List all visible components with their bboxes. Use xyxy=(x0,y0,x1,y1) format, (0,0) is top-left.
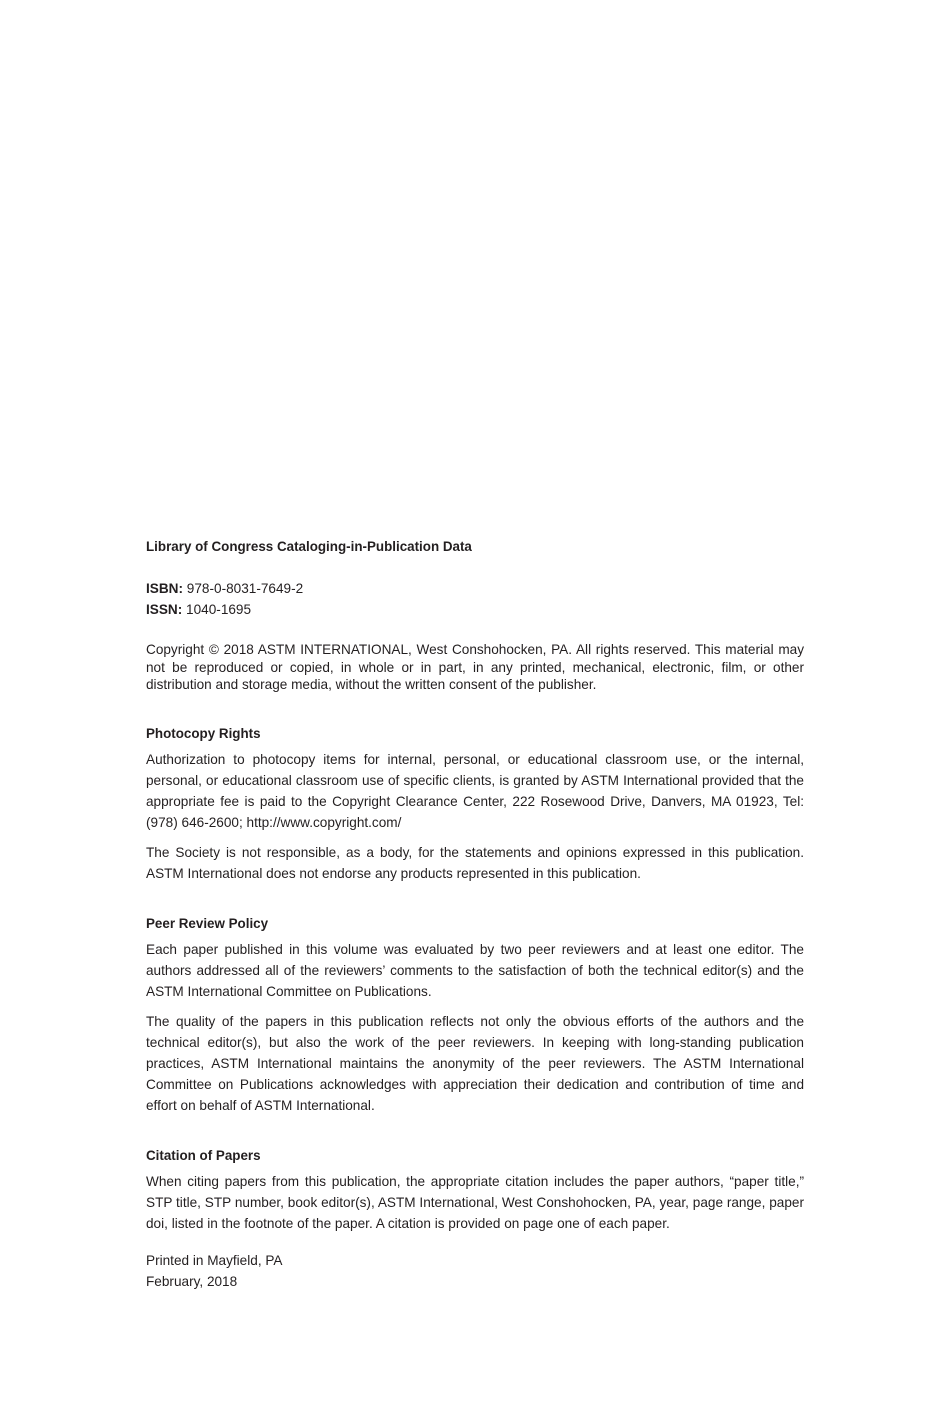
photocopy-paragraph: The Society is not responsible, as a body, for the statements and opinions expressed in this publication. ASTM International does not endorse any products represented in this publication. xyxy=(146,844,804,881)
printed-date: February, 2018 xyxy=(146,1273,238,1289)
cataloging-heading: Library of Congress Cataloging-in-Publication Data xyxy=(146,539,472,554)
issn-label: ISSN: xyxy=(146,602,183,617)
citation-section xyxy=(146,1145,804,1234)
isbn-label: ISBN: xyxy=(146,581,184,596)
peer-review-paragraph: The quality of the papers in this publication reflects not only the obvious efforts of the authors and the technical editor(s), but also the work of the peer reviewers. In keeping with long-standing publication practices, ASTM International maintains the anonymity of the peer reviewers. The ASTM International Committee on Publications acknowledges with appreciation their dedication and contribution of time and effort on behalf of ASTM International. xyxy=(146,1013,804,1113)
photocopy-paragraph: Authorization to photocopy items for internal, personal, or educational classroom use, or the internal, personal, or educational classroom use of specific clients, is granted by ASTM International provided that the appropriate fee is paid to the Copyright Clearance Center, 222 Rosewood Drive, Danvers, MA 01923, Tel: (978) 646-2600; http://www.copyright.com/ xyxy=(146,751,804,830)
peer-review-heading: Peer Review Policy xyxy=(146,915,269,931)
copyright-notice: Copyright © 2018 ASTM INTERNATIONAL, West Conshohocken, PA. All rights reserved. This material may not be reproduced or copied, in whole or in part, in any printed, mechanical, electronic, film, or other distribution and storage media, without the written consent of the publisher. xyxy=(146,642,804,692)
peer-review-section xyxy=(146,913,804,1116)
isbn-line xyxy=(146,578,804,599)
photocopy-rights-section xyxy=(146,723,804,884)
isbn-value: 978-0-8031-7649-2 xyxy=(186,581,304,596)
printed-info xyxy=(146,1250,804,1292)
issn-value: 1040-1695 xyxy=(186,602,252,617)
photocopy-rights-heading: Photocopy Rights xyxy=(146,725,261,741)
copyright-page xyxy=(146,536,804,1292)
citation-heading: Citation of Papers xyxy=(146,1147,261,1163)
identifiers-block xyxy=(146,578,804,620)
issn-line xyxy=(146,599,804,620)
peer-review-paragraph: Each paper published in this volume was evaluated by two peer reviewers and at least one editor. The authors addressed all of the reviewers’ comments to the satisfaction of both the technical editor(s) and the ASTM International Committee on Publications. xyxy=(146,941,804,999)
printed-location: Printed in Mayfield, PA xyxy=(146,1252,283,1268)
citation-paragraph: When citing papers from this publication, the appropriate citation includes the paper authors, “paper title,” STP title, STP number, book editor(s), ASTM International, West Conshohocken, PA, year, page range, paper doi, listed in the footnote of the paper. A citation is provided on page one of each paper. xyxy=(146,1173,804,1231)
